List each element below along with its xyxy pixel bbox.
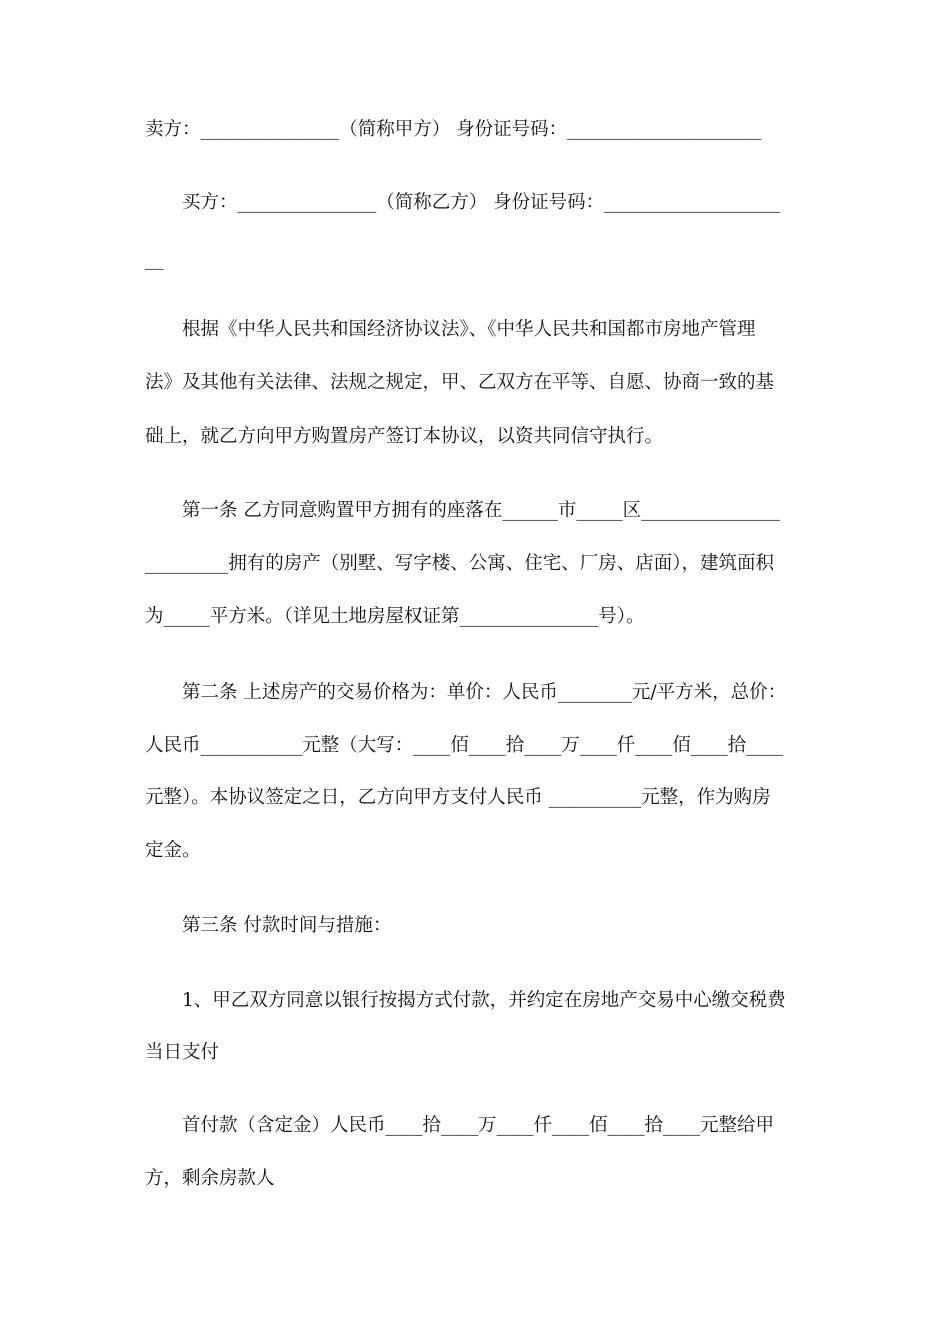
preamble-line-2: 法》及其他有关法律、法规之规定，甲、乙双方在平等、自愿、协商一致的基 bbox=[145, 372, 775, 393]
article-2-line-4: 定金。 bbox=[145, 840, 201, 861]
seller-line: 卖方：_______________（简称甲方） 身份证号码：_____________________ bbox=[145, 119, 762, 140]
down-payment-line-1: 首付款（含定金）人民币____拾____万____仟____佰____拾____元整给甲 bbox=[182, 1115, 775, 1136]
article-1-line-3: 为_____平方米。（详见土地房屋权证第_______________号）。 bbox=[145, 606, 645, 627]
article-2-line-1: 第二条 上述房产的交易价格为：单价：人民币________元/平方米，总价： bbox=[182, 682, 787, 703]
clause-1-line-2: 当日支付 bbox=[145, 1042, 220, 1063]
down-payment-line-2: 方，剩余房款人 bbox=[145, 1168, 275, 1189]
clause-1-line-1: 1、甲乙双方同意以银行按揭方式付款，并约定在房地产交易中心缴交税费 bbox=[182, 990, 786, 1011]
preamble-line-3: 础上，就乙方向甲方购置房产签订本协议，以资共同信守执行。 bbox=[145, 426, 664, 447]
buyer-line-continuation: __ bbox=[145, 249, 164, 270]
article-2-line-2: 人民币___________元整（大写：____佰____拾____万____仟____佰____拾____ bbox=[145, 735, 784, 756]
article-2-line-3: 元整）。本协议签定之日，乙方向甲方支付人民币 __________元整，作为购房 bbox=[145, 787, 771, 808]
article-1-line-2: _________拥有的房产（别墅、写字楼、公寓、住宅、厂房、店面），建筑面积 bbox=[145, 553, 775, 574]
preamble-line-1: 根据《中华人民共和国经济协议法》、《中华人民共和国都市房地产管理 bbox=[182, 319, 756, 340]
article-1-line-1: 第一条 乙方同意购置甲方拥有的座落在______市_____区_______________ bbox=[182, 500, 780, 521]
buyer-line: 买方：_______________（简称乙方） 身份证号码：___________________ bbox=[182, 192, 780, 213]
article-3-heading: 第三条 付款时间与措施： bbox=[182, 915, 392, 936]
